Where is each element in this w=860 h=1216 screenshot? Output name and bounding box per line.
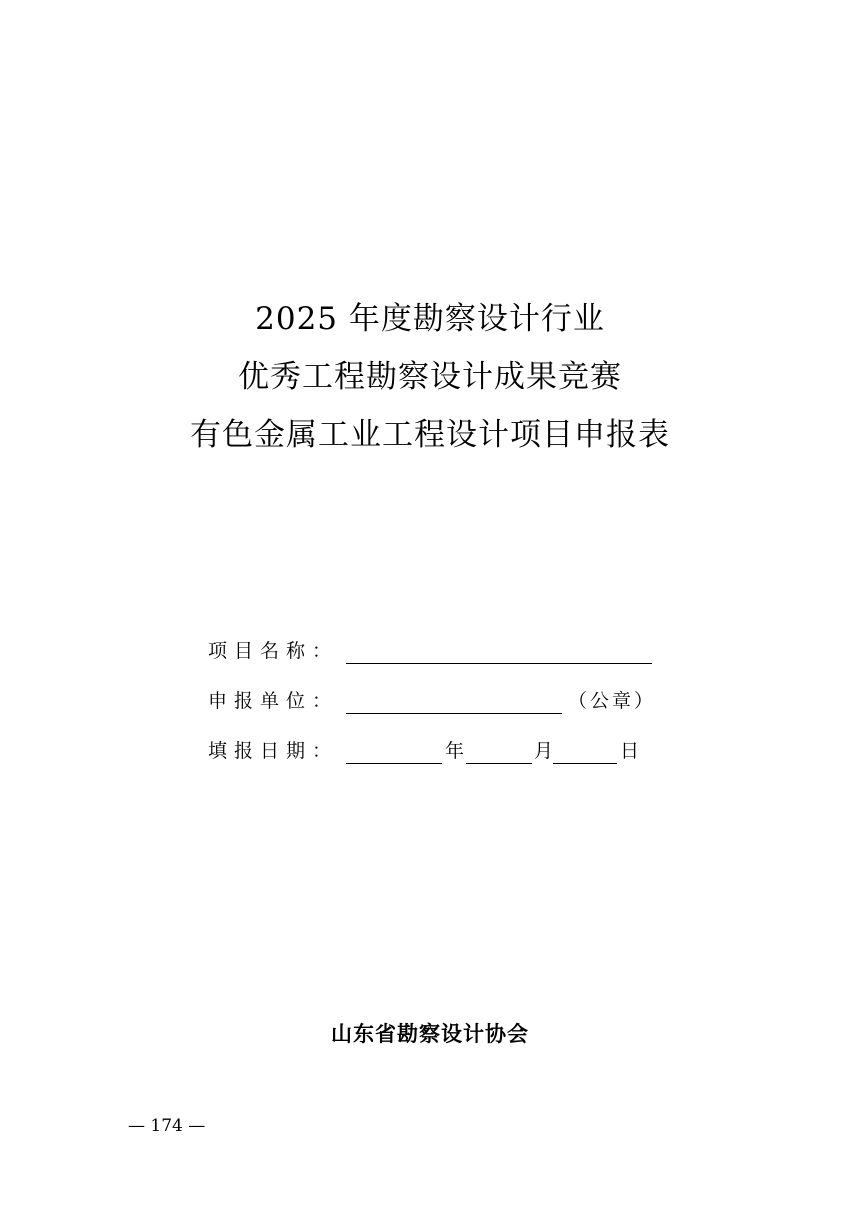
applicant-label: 申报单位： (208, 690, 339, 712)
page-number: — 174 — (128, 1116, 206, 1136)
year-unit: 年 (445, 740, 468, 762)
day-field[interactable] (553, 736, 617, 764)
day-unit: 日 (620, 740, 643, 762)
month-field[interactable] (466, 736, 532, 764)
year-field[interactable] (346, 736, 442, 764)
document-title (0, 290, 860, 464)
project-name-label: 项目名称： (208, 640, 339, 662)
issuing-organization: 山东省勘察设计协会 (331, 1021, 529, 1046)
seal-note: （公章） (568, 690, 657, 712)
title-line-3: 有色金属工业工程设计项目申报表 (190, 417, 670, 453)
project-name-field[interactable] (346, 636, 652, 664)
applicant-field[interactable] (346, 686, 562, 714)
title-line-1: 2025 年度勘察设计行业 (255, 301, 605, 337)
fill-date-label: 填报日期： (208, 740, 339, 762)
title-line-2: 优秀工程勘察设计成果竞赛 (238, 359, 622, 395)
month-unit: 月 (534, 740, 557, 762)
